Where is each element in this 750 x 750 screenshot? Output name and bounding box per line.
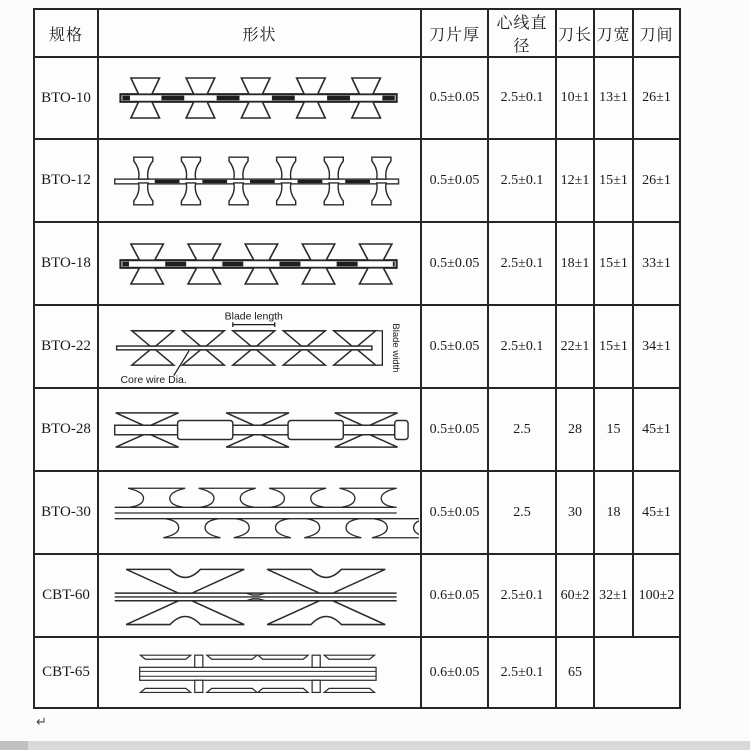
- blade-length-value: 18±1: [556, 222, 594, 305]
- header-blade-spacing: 刀间: [633, 9, 680, 57]
- blade-width-value: 15±1: [594, 139, 633, 222]
- core-wire-dia-label: Core wire Dia.: [120, 374, 187, 386]
- header-shape: 形状: [98, 9, 421, 57]
- blade-thickness-value: 0.6±0.05: [421, 554, 488, 637]
- core-wire-dia-value: 2.5±0.1: [488, 139, 556, 222]
- core-wire-dia-value: 2.5: [488, 388, 556, 471]
- header-core-wire-dia: 心线直径: [488, 9, 556, 57]
- blade-width-value: 15: [594, 388, 633, 471]
- table-row: [34, 222, 680, 305]
- blade-width-spacing-merged-cell: [594, 637, 680, 708]
- spec-label: BTO-28: [34, 388, 98, 471]
- blade-length-label: Blade length: [224, 310, 283, 322]
- table-row: [34, 388, 680, 471]
- spec-label: CBT-65: [34, 637, 98, 708]
- shape-bto-22-annotated-drawing: [98, 305, 421, 388]
- blade-length-value: 10±1: [556, 57, 594, 139]
- blade-length-value: 60±2: [556, 554, 594, 637]
- blade-spacing-value: 100±2: [633, 554, 680, 637]
- shape-cbt-60-drawing: [98, 554, 421, 637]
- table-row: [34, 139, 680, 222]
- blade-width-value: 15±1: [594, 222, 633, 305]
- shape-bto-12-drawing: [98, 139, 421, 222]
- header-row: [34, 9, 680, 57]
- blade-spacing-value: 45±1: [633, 471, 680, 554]
- blade-length-value: 28: [556, 388, 594, 471]
- core-wire-dia-value: 2.5: [488, 471, 556, 554]
- spec-label: BTO-22: [34, 305, 98, 388]
- table-row: [34, 554, 680, 637]
- header-blade-thickness: 刀片厚: [421, 9, 488, 57]
- shape-bto-10-drawing: [98, 57, 421, 139]
- core-wire-dia-value: 2.5±0.1: [488, 637, 556, 708]
- table-row: [34, 471, 680, 554]
- table-row: [34, 305, 680, 388]
- table-row: [34, 637, 680, 708]
- blade-spacing-value: 45±1: [633, 388, 680, 471]
- blade-width-value: 32±1: [594, 554, 633, 637]
- blade-thickness-value: 0.5±0.05: [421, 305, 488, 388]
- blade-thickness-value: 0.5±0.05: [421, 57, 488, 139]
- blade-length-value: 12±1: [556, 139, 594, 222]
- header-blade-width: 刀宽: [594, 9, 633, 57]
- blade-thickness-value: 0.5±0.05: [421, 139, 488, 222]
- blade-thickness-value: 0.6±0.05: [421, 637, 488, 708]
- blade-thickness-value: 0.5±0.05: [421, 471, 488, 554]
- header-spec: 规格: [34, 9, 98, 57]
- blade-length-value: 65: [556, 637, 594, 708]
- blade-width-label: Blade width: [389, 322, 401, 373]
- blade-width-value: 18: [594, 471, 633, 554]
- shape-cbt-65-drawing: [98, 637, 421, 708]
- blade-spacing-value: 33±1: [633, 222, 680, 305]
- spec-label: BTO-30: [34, 471, 98, 554]
- footer-band-accent: [0, 741, 28, 750]
- blade-spacing-value: 34±1: [633, 305, 680, 388]
- core-wire-dia-value: 2.5±0.1: [488, 222, 556, 305]
- blade-length-value: 30: [556, 471, 594, 554]
- blade-spacing-value: 26±1: [633, 139, 680, 222]
- blade-width-value: 15±1: [594, 305, 633, 388]
- blade-length-value: 22±1: [556, 305, 594, 388]
- table-row: [34, 57, 680, 139]
- spec-label: BTO-10: [34, 57, 98, 139]
- header-blade-length: 刀长: [556, 9, 594, 57]
- core-wire-dia-value: 2.5±0.1: [488, 57, 556, 139]
- blade-spacing-value: 26±1: [633, 57, 680, 139]
- shape-bto-28-drawing: [98, 388, 421, 471]
- paragraph-return-mark: ↵: [36, 715, 47, 730]
- shape-bto-30-drawing: [98, 471, 421, 554]
- blade-thickness-value: 0.5±0.05: [421, 222, 488, 305]
- blade-thickness-value: 0.5±0.05: [421, 388, 488, 471]
- core-wire-dia-value: 2.5±0.1: [488, 554, 556, 637]
- spec-label: CBT-60: [34, 554, 98, 637]
- spec-label: BTO-12: [34, 139, 98, 222]
- shape-bto-18-drawing: [98, 222, 421, 305]
- footer-band: [0, 741, 750, 750]
- spec-table: [33, 8, 681, 709]
- blade-width-value: 13±1: [594, 57, 633, 139]
- core-wire-dia-value: 2.5±0.1: [488, 305, 556, 388]
- spec-label: BTO-18: [34, 222, 98, 305]
